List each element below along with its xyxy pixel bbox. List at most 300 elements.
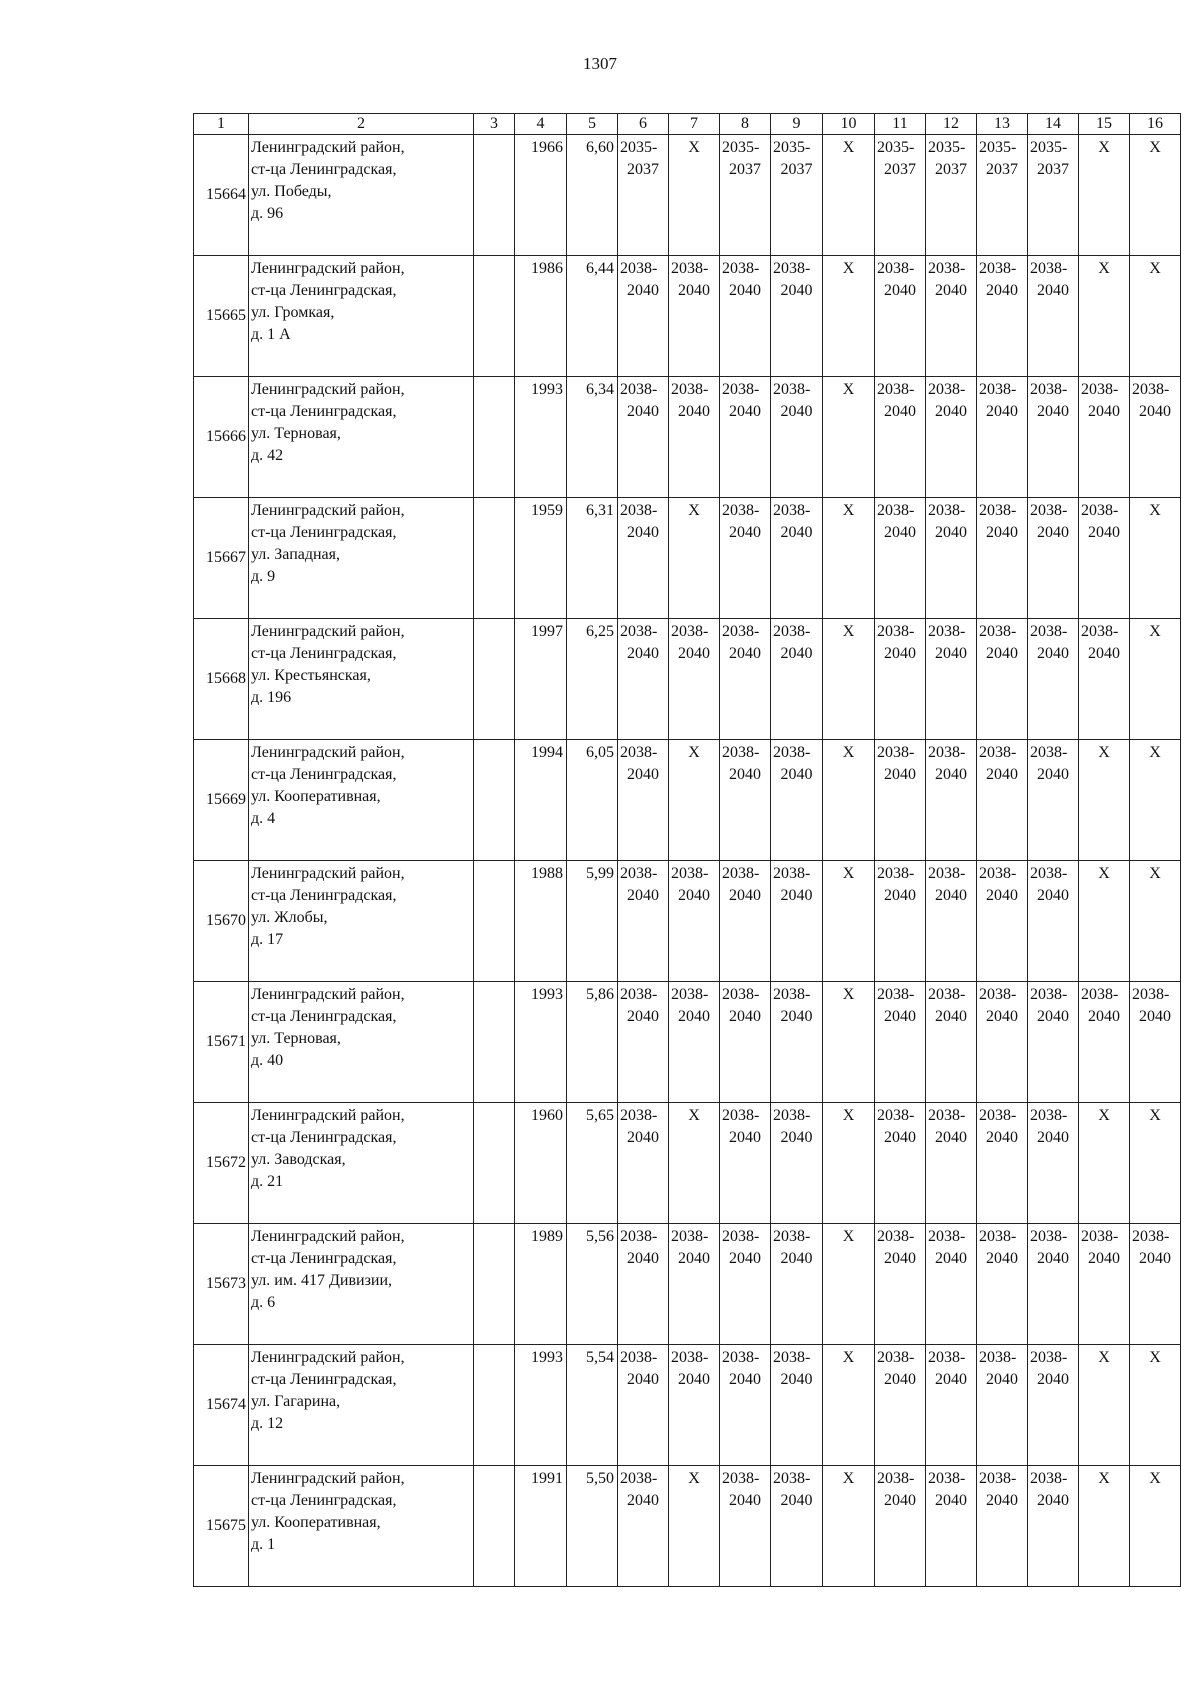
period-cell: [720, 740, 771, 861]
period-part: 2040: [780, 1008, 813, 1025]
period-part: 2035-: [773, 139, 811, 156]
period-part: 2038-: [928, 502, 966, 519]
x-mark: X: [842, 260, 855, 277]
period-cell: [926, 1103, 977, 1224]
period-part: 2040: [729, 524, 761, 541]
address-cell: [249, 256, 474, 377]
period-part: 2038-: [773, 1107, 811, 1124]
address-line: ст-ца Ленинградская,: [251, 282, 397, 299]
address-line: д. 1 А: [251, 326, 291, 343]
value-cell: 6,31: [567, 498, 618, 619]
period-cell: [977, 135, 1028, 256]
period-part: 2040: [884, 1250, 916, 1267]
period-part: 2038-: [877, 1228, 915, 1245]
period-part: 2040: [1037, 403, 1069, 420]
not-applicable-cell: [823, 982, 875, 1103]
period-cell: [875, 498, 926, 619]
period-cell: [977, 1466, 1028, 1587]
period-cell: [926, 619, 977, 740]
period-part: 2038-: [928, 1228, 966, 1245]
period-part: 2038-: [773, 1228, 811, 1245]
period-part: 2038-: [1030, 1349, 1068, 1366]
not-applicable-cell: [823, 135, 875, 256]
period-cell: [720, 1345, 771, 1466]
header-cell: 15: [1079, 114, 1130, 135]
period-cell: [1130, 982, 1181, 1103]
period-part: 2040: [627, 403, 659, 420]
period-cell: [618, 377, 669, 498]
period-part: 2038-: [773, 1470, 811, 1487]
period-part: 2040: [627, 645, 659, 662]
record-number-cell: 15675: [194, 1466, 249, 1587]
period-part: 2040: [678, 1250, 710, 1267]
period-part: 2038-: [928, 986, 966, 1003]
period-part: 2040: [884, 282, 916, 299]
table-row: [194, 1224, 1181, 1345]
not-applicable-cell: [1130, 498, 1181, 619]
header-cell: 8: [720, 114, 771, 135]
address-line: ст-ца Ленинградская,: [251, 1371, 397, 1388]
period-part: 2040: [627, 887, 659, 904]
x-mark: X: [1149, 744, 1161, 761]
x-mark: X: [1149, 260, 1161, 277]
period-part: 2038-: [620, 1470, 658, 1487]
period-part: 2040: [1088, 645, 1120, 662]
x-mark: X: [842, 1107, 855, 1124]
period-cell: [1079, 619, 1130, 740]
period-cell: [771, 1345, 823, 1466]
period-cell: [977, 498, 1028, 619]
address-line: ул. им. 417 Дивизии,: [251, 1272, 393, 1289]
period-cell: [618, 982, 669, 1103]
header-cell: 4: [515, 114, 567, 135]
period-part: 2040: [935, 766, 967, 783]
address-line: Ленинградский район,: [251, 1107, 405, 1124]
period-part: 2038-: [928, 1349, 966, 1366]
period-part: 2038-: [722, 744, 760, 761]
period-part: 2040: [935, 524, 967, 541]
period-cell: [926, 982, 977, 1103]
record-number-cell: 15664: [194, 135, 249, 256]
record-number-cell: 15669: [194, 740, 249, 861]
address-cell: [249, 619, 474, 740]
period-cell: [771, 982, 823, 1103]
period-cell: [1028, 1103, 1079, 1224]
value-cell: 5,86: [567, 982, 618, 1103]
period-cell: [926, 377, 977, 498]
address-line: Ленинградский район,: [251, 623, 405, 640]
period-cell: [1028, 498, 1079, 619]
period-part: 2040: [884, 1129, 916, 1146]
period-cell: [618, 1466, 669, 1587]
x-mark: X: [688, 1107, 700, 1124]
period-part: 2040: [780, 282, 813, 299]
build-year-cell: 1994: [515, 740, 567, 861]
address-line: ул. Победы,: [251, 183, 332, 200]
x-mark: X: [842, 1349, 855, 1366]
period-part: 2038-: [620, 1107, 658, 1124]
period-part: 2040: [729, 403, 761, 420]
period-cell: [669, 982, 720, 1103]
period-cell: [618, 498, 669, 619]
period-part: 2040: [678, 887, 710, 904]
period-cell: [875, 619, 926, 740]
period-part: 2040: [986, 282, 1018, 299]
not-applicable-cell: [823, 1345, 875, 1466]
period-part: 2038-: [620, 260, 658, 277]
table-row: [194, 377, 1181, 498]
period-part: 2040: [627, 524, 659, 541]
period-cell: [875, 1103, 926, 1224]
table-row: [194, 740, 1181, 861]
period-part: 2040: [780, 403, 813, 420]
period-part: 2038-: [620, 986, 658, 1003]
period-part: 2040: [935, 282, 967, 299]
record-number-cell: 15665: [194, 256, 249, 377]
period-part: 2038-: [773, 1349, 811, 1366]
period-cell: [720, 1224, 771, 1345]
period-part: 2038-: [722, 1228, 760, 1245]
x-mark: X: [1098, 139, 1110, 156]
value-cell: 6,34: [567, 377, 618, 498]
period-part: 2038-: [620, 381, 658, 398]
column-3-cell: [474, 377, 515, 498]
not-applicable-cell: [1130, 1103, 1181, 1224]
table-row: [194, 619, 1181, 740]
period-part: 2040: [1037, 887, 1069, 904]
table-row: [194, 256, 1181, 377]
period-part: 2038-: [773, 381, 811, 398]
build-year-cell: 1997: [515, 619, 567, 740]
x-mark: X: [688, 1470, 700, 1487]
period-cell: [618, 619, 669, 740]
address-line: ул. Гагарина,: [251, 1393, 341, 1410]
period-cell: [977, 619, 1028, 740]
period-part: 2038-: [979, 744, 1017, 761]
period-part: 2038-: [979, 381, 1017, 398]
column-3-cell: [474, 256, 515, 377]
address-line: Ленинградский район,: [251, 1349, 405, 1366]
period-part: 2038-: [620, 623, 658, 640]
period-part: 2038-: [671, 1228, 709, 1245]
address-line: ул. Кооперативная,: [251, 1514, 381, 1531]
period-cell: [1130, 1224, 1181, 1345]
address-line: Ленинградский район,: [251, 744, 405, 761]
period-cell: [720, 377, 771, 498]
period-cell: [1028, 1345, 1079, 1466]
not-applicable-cell: [1130, 861, 1181, 982]
header-cell: 11: [875, 114, 926, 135]
x-mark: X: [842, 381, 855, 398]
x-mark: X: [1149, 502, 1161, 519]
period-part: 2040: [986, 403, 1018, 420]
column-3-cell: [474, 982, 515, 1103]
period-part: 2038-: [1081, 1228, 1119, 1245]
address-cell: [249, 861, 474, 982]
period-cell: [977, 1103, 1028, 1224]
period-cell: [771, 861, 823, 982]
period-part: 2040: [884, 403, 916, 420]
period-cell: [926, 256, 977, 377]
period-part: 2038-: [1030, 623, 1068, 640]
build-year-cell: 1986: [515, 256, 567, 377]
not-applicable-cell: [1079, 740, 1130, 861]
period-cell: [977, 256, 1028, 377]
build-year-cell: 1993: [515, 377, 567, 498]
period-cell: [669, 1224, 720, 1345]
period-part: 2038-: [1030, 381, 1068, 398]
x-mark: X: [1149, 1470, 1161, 1487]
period-cell: [771, 377, 823, 498]
address-line: д. 42: [251, 447, 284, 464]
address-line: ул. Жлобы,: [251, 909, 328, 926]
x-mark: X: [1098, 865, 1110, 882]
not-applicable-cell: [823, 1103, 875, 1224]
column-3-cell: [474, 1345, 515, 1466]
period-cell: [1028, 1466, 1079, 1587]
period-cell: [669, 861, 720, 982]
x-mark: X: [1098, 1107, 1110, 1124]
header-cell: 1: [194, 114, 249, 135]
column-3-cell: [474, 498, 515, 619]
not-applicable-cell: [1079, 135, 1130, 256]
table-row: [194, 135, 1181, 256]
not-applicable-cell: [1079, 256, 1130, 377]
record-number-cell: 15671: [194, 982, 249, 1103]
period-part: 2040: [678, 403, 710, 420]
address-cell: [249, 377, 474, 498]
period-cell: [926, 1224, 977, 1345]
period-part: 2038-: [877, 986, 915, 1003]
period-part: 2040: [884, 887, 916, 904]
period-cell: [771, 1224, 823, 1345]
column-3-cell: [474, 1466, 515, 1587]
period-cell: [771, 740, 823, 861]
value-cell: 5,54: [567, 1345, 618, 1466]
housing-register-table: [193, 113, 1181, 1587]
period-cell: [977, 982, 1028, 1103]
period-part: 2038-: [1030, 260, 1068, 277]
column-3-cell: [474, 740, 515, 861]
column-3-cell: [474, 619, 515, 740]
header-cell: 6: [618, 114, 669, 135]
period-part: 2040: [627, 282, 659, 299]
period-part: 2040: [1037, 1129, 1069, 1146]
address-line: Ленинградский район,: [251, 502, 405, 519]
address-line: ст-ца Ленинградская,: [251, 161, 397, 178]
period-part: 2038-: [620, 744, 658, 761]
period-cell: [618, 135, 669, 256]
address-line: ст-ца Ленинградская,: [251, 1008, 397, 1025]
period-part: 2038-: [928, 744, 966, 761]
x-mark: X: [1149, 1107, 1161, 1124]
table-row: [194, 861, 1181, 982]
value-cell: 6,25: [567, 619, 618, 740]
period-part: 2040: [1037, 1008, 1069, 1025]
period-part: 2040: [986, 1250, 1018, 1267]
period-cell: [977, 377, 1028, 498]
period-cell: [720, 256, 771, 377]
x-mark: X: [842, 986, 855, 1003]
period-part: 2038-: [877, 1349, 915, 1366]
address-line: д. 196: [251, 689, 292, 706]
period-part: 2040: [986, 1008, 1018, 1025]
address-line: ул. Терновая,: [251, 1030, 341, 1047]
period-part: 2038-: [722, 381, 760, 398]
build-year-cell: 1960: [515, 1103, 567, 1224]
period-cell: [875, 377, 926, 498]
address-cell: [249, 1103, 474, 1224]
address-line: ст-ца Ленинградская,: [251, 403, 397, 420]
period-part: 2038-: [1132, 381, 1170, 398]
period-cell: [875, 256, 926, 377]
period-part: 2038-: [1030, 502, 1068, 519]
period-part: 2040: [935, 1371, 967, 1388]
period-part: 2040: [627, 1129, 659, 1146]
header-cell: 3: [474, 114, 515, 135]
x-mark: X: [688, 502, 700, 519]
value-cell: 5,65: [567, 1103, 618, 1224]
table-body: [194, 135, 1181, 1587]
record-number-cell: 15670: [194, 861, 249, 982]
x-mark: X: [1098, 1470, 1110, 1487]
address-line: ул. Западная,: [251, 546, 341, 563]
not-applicable-cell: [1079, 1466, 1130, 1587]
address-line: ул. Заводская,: [251, 1151, 346, 1168]
period-part: 2040: [1088, 403, 1120, 420]
period-part: 2038-: [877, 623, 915, 640]
period-part: 2040: [1037, 1250, 1069, 1267]
period-part: 2040: [780, 1129, 813, 1146]
period-part: 2037: [627, 161, 659, 178]
not-applicable-cell: [1130, 619, 1181, 740]
period-part: 2038-: [773, 502, 811, 519]
header-cell: 16: [1130, 114, 1181, 135]
period-cell: [720, 135, 771, 256]
period-part: 2040: [986, 766, 1018, 783]
x-mark: X: [842, 744, 855, 761]
period-cell: [618, 861, 669, 982]
address-cell: [249, 498, 474, 619]
period-cell: [669, 619, 720, 740]
table-row: [194, 1345, 1181, 1466]
record-number-cell: 15673: [194, 1224, 249, 1345]
period-part: 2038-: [928, 260, 966, 277]
period-part: 2038-: [877, 1107, 915, 1124]
period-cell: [720, 861, 771, 982]
period-part: 2040: [627, 766, 659, 783]
not-applicable-cell: [823, 377, 875, 498]
address-line: Ленинградский район,: [251, 139, 405, 156]
period-cell: [618, 740, 669, 861]
x-mark: X: [1098, 744, 1110, 761]
address-line: ст-ца Ленинградская,: [251, 766, 397, 783]
period-part: 2040: [627, 1250, 659, 1267]
period-part: 2040: [935, 645, 967, 662]
address-line: д. 6: [251, 1294, 276, 1311]
build-year-cell: 1993: [515, 982, 567, 1103]
period-cell: [720, 1103, 771, 1224]
not-applicable-cell: [669, 740, 720, 861]
period-part: 2035-: [979, 139, 1017, 156]
period-cell: [771, 1103, 823, 1224]
period-cell: [669, 377, 720, 498]
period-part: 2040: [1037, 766, 1069, 783]
period-part: 2040: [729, 282, 761, 299]
address-line: Ленинградский район,: [251, 865, 405, 882]
build-year-cell: 1959: [515, 498, 567, 619]
x-mark: X: [688, 139, 700, 156]
period-cell: [1028, 1224, 1079, 1345]
period-part: 2038-: [928, 623, 966, 640]
header-cell: 13: [977, 114, 1028, 135]
period-part: 2040: [729, 1250, 761, 1267]
period-cell: [875, 740, 926, 861]
x-mark: X: [842, 623, 855, 640]
period-part: 2038-: [1132, 986, 1170, 1003]
period-part: 2038-: [671, 623, 709, 640]
x-mark: X: [842, 1470, 855, 1487]
period-part: 2040: [884, 645, 916, 662]
build-year-cell: 1966: [515, 135, 567, 256]
x-mark: X: [1149, 139, 1161, 156]
address-line: ул. Терновая,: [251, 425, 341, 442]
address-line: ст-ца Ленинградская,: [251, 524, 397, 541]
address-line: ул. Кооперативная,: [251, 788, 381, 805]
not-applicable-cell: [1130, 740, 1181, 861]
period-cell: [926, 135, 977, 256]
column-3-cell: [474, 135, 515, 256]
period-part: 2038-: [722, 865, 760, 882]
period-part: 2040: [1088, 524, 1120, 541]
period-cell: [926, 1345, 977, 1466]
address-line: д. 12: [251, 1415, 284, 1432]
not-applicable-cell: [1079, 1345, 1130, 1466]
address-line: д. 17: [251, 931, 284, 948]
record-number-cell: 15674: [194, 1345, 249, 1466]
period-part: 2038-: [773, 623, 811, 640]
period-cell: [977, 740, 1028, 861]
period-part: 2038-: [877, 1470, 915, 1487]
period-part: 2040: [627, 1008, 659, 1025]
period-part: 2038-: [979, 1228, 1017, 1245]
value-cell: 6,44: [567, 256, 618, 377]
period-cell: [1028, 740, 1079, 861]
period-part: 2038-: [722, 986, 760, 1003]
period-part: 2040: [729, 645, 761, 662]
period-part: 2040: [1139, 1008, 1171, 1025]
period-part: 2038-: [877, 865, 915, 882]
address-cell: [249, 1466, 474, 1587]
period-part: 2038-: [877, 260, 915, 277]
x-mark: X: [842, 502, 855, 519]
value-cell: 5,99: [567, 861, 618, 982]
period-part: 2035-: [722, 139, 760, 156]
not-applicable-cell: [1130, 256, 1181, 377]
header-cell: 9: [771, 114, 823, 135]
period-part: 2040: [729, 766, 761, 783]
period-part: 2040: [986, 887, 1018, 904]
period-part: 2040: [780, 766, 813, 783]
period-part: 2040: [729, 1008, 761, 1025]
address-line: Ленинградский район,: [251, 986, 405, 1003]
address-line: ст-ца Ленинградская,: [251, 887, 397, 904]
address-line: Ленинградский район,: [251, 1470, 405, 1487]
period-cell: [720, 498, 771, 619]
address-line: Ленинградский район,: [251, 1228, 405, 1245]
not-applicable-cell: [669, 498, 720, 619]
period-part: 2038-: [1030, 1228, 1068, 1245]
